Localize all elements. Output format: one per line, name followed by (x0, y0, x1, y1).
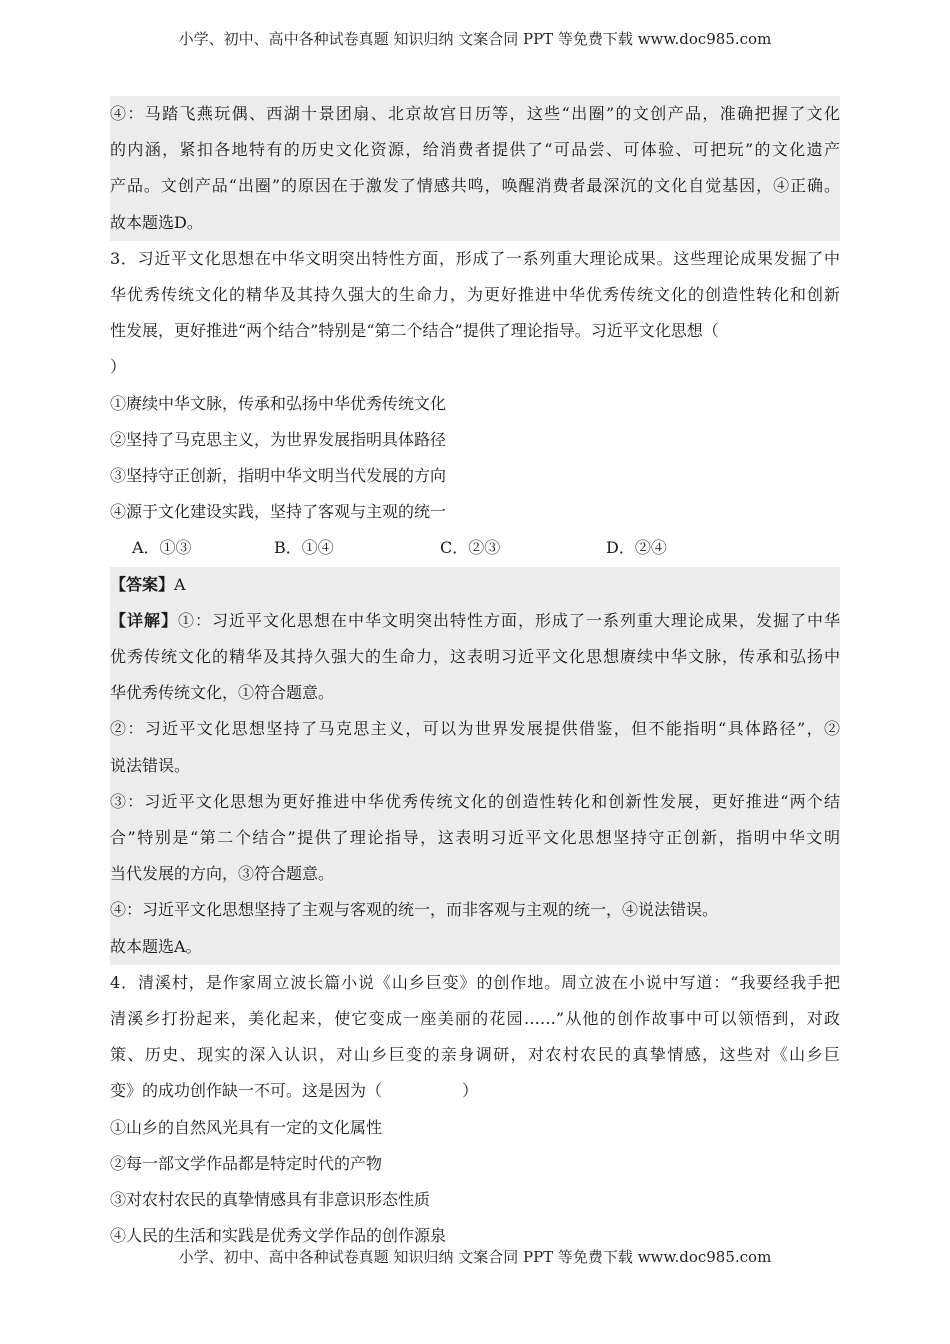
detail-line: 故本题选A。 (110, 936, 202, 956)
question-stem-line: 清溪乡打扮起来，美化起来，使它变成一座美丽的花园……”从他的创作故事中可以领悟到，对政 (110, 1009, 840, 1029)
text-line: 产品。文创产品“出圈”的原因在于激发了情感共鸣，唤醒消费者最深沉的文化自觉基因，④正确。 (110, 176, 840, 196)
answer-options (110, 530, 840, 566)
detail-line: ④：习近平文化思想坚持了主观与客观的统一，而非客观与主观的统一，④说法错误。 (110, 900, 719, 920)
answer-line (110, 567, 840, 603)
detail-line: 当代发展的方向，③符合题意。 (110, 864, 335, 884)
question-item: ④源于文化建设实践，坚持了客观与主观的统一 (110, 502, 447, 522)
detail-line: 华优秀传统文化，①符合题意。 (110, 683, 335, 703)
document-body (110, 96, 840, 1255)
question-stem-line: 华优秀传统文化的精华及其持久强大的生命力，为更好推进中华优秀传统文化的创造性转化和创新 (110, 285, 840, 305)
previous-explanation-block (110, 96, 840, 241)
answer-label: 【答案】 (110, 574, 175, 594)
text-line: 的内涵，紧扣各地特有的历史文化资源，给消费者提供了“可品尝、可体验、可把玩”的文化遗产 (110, 140, 840, 160)
question-item: ③坚持守正创新，指明中华文明当代发展的方向 (110, 466, 447, 486)
page-header: 小学、初中、高中各种试卷真题 知识归纳 文案合同 PPT 等免费下载 www.doc985.com (178, 30, 772, 48)
question-3 (110, 241, 840, 567)
detail-line: 合”特别是“第二个结合”提供了理论指导，这表明习近平文化思想坚持守正创新，指明中华文明 (110, 828, 840, 848)
detail-line: ②：习近平文化思想坚持了马克思主义，可以为世界发展提供借鉴，但不能指明“具体路径”，② (110, 719, 840, 739)
text-line: 故本题选D。 (110, 212, 203, 232)
question-item: ②每一部文学作品都是特定时代的产物 (110, 1153, 383, 1173)
question-item: ④人民的生活和实践是优秀文学作品的创作源泉 (110, 1226, 447, 1246)
question-item: ①山乡的自然风光具有一定的文化属性 (110, 1117, 383, 1137)
option-b: B．①④ (274, 538, 334, 558)
answer-value: A (174, 574, 186, 594)
question-stem-line: 4．清溪村，是作家周立波长篇小说《山乡巨变》的创作地。周立波在小说中写道：“我要经我手把 (110, 972, 840, 992)
detail-label: 【详解】 (110, 610, 178, 630)
question-item: ③对农村农民的真挚情感具有非意识形态性质 (110, 1190, 431, 1210)
question-stem-line: 性发展，更好推进“两个结合”特别是“第二个结合”提供了理论指导。习近平文化思想（ (110, 321, 719, 341)
option-c: C．②③ (440, 538, 501, 558)
detail-line: 说法错误。 (110, 755, 191, 775)
question-item: ①赓续中华文脉，传承和弘扬中华优秀传统文化 (110, 393, 447, 413)
option-d: D．②④ (606, 538, 667, 558)
text-line: ④：马踏飞燕玩偶、西湖十景团扇、北京故宫日历等，这些“出圈”的文创产品，准确把握了文化 (110, 104, 840, 123)
option-a: A．①③ (132, 538, 192, 558)
detail-text: ①：习近平文化思想在中华文明突出特性方面，形成了一系列重大理论成果，发掘了中华 (178, 610, 840, 630)
question-4 (110, 965, 840, 1255)
answer-explanation-block (110, 567, 840, 965)
question-stem-line: 3．习近平文化思想在中华文明突出特性方面，形成了一系列重大理论成果。这些理论成果发掘了中 (110, 248, 840, 268)
question-item: ②坚持了马克思主义，为世界发展指明具体路径 (110, 429, 447, 449)
question-stem-line: ） (110, 357, 127, 377)
question-stem-line: 策、历史、现实的深入认识，对山乡巨变的亲身调研，对农村农民的真挚情感，这些对《山乡巨 (110, 1045, 840, 1065)
detail-line: ③：习近平文化思想为更好推进中华优秀传统文化的创造性转化和创新性发展，更好推进“两个结 (110, 791, 840, 811)
page-footer: 小学、初中、高中各种试卷真题 知识归纳 文案合同 PPT 等免费下载 www.doc985.com (178, 1248, 772, 1266)
question-stem-line: 变》的成功创作缺一不可。这是因为（ ） (110, 1081, 479, 1101)
detail-line (110, 603, 840, 639)
detail-line: 优秀传统文化的精华及其持久强大的生命力，这表明习近平文化思想赓续中华文脉，传承和弘扬中 (110, 647, 840, 667)
